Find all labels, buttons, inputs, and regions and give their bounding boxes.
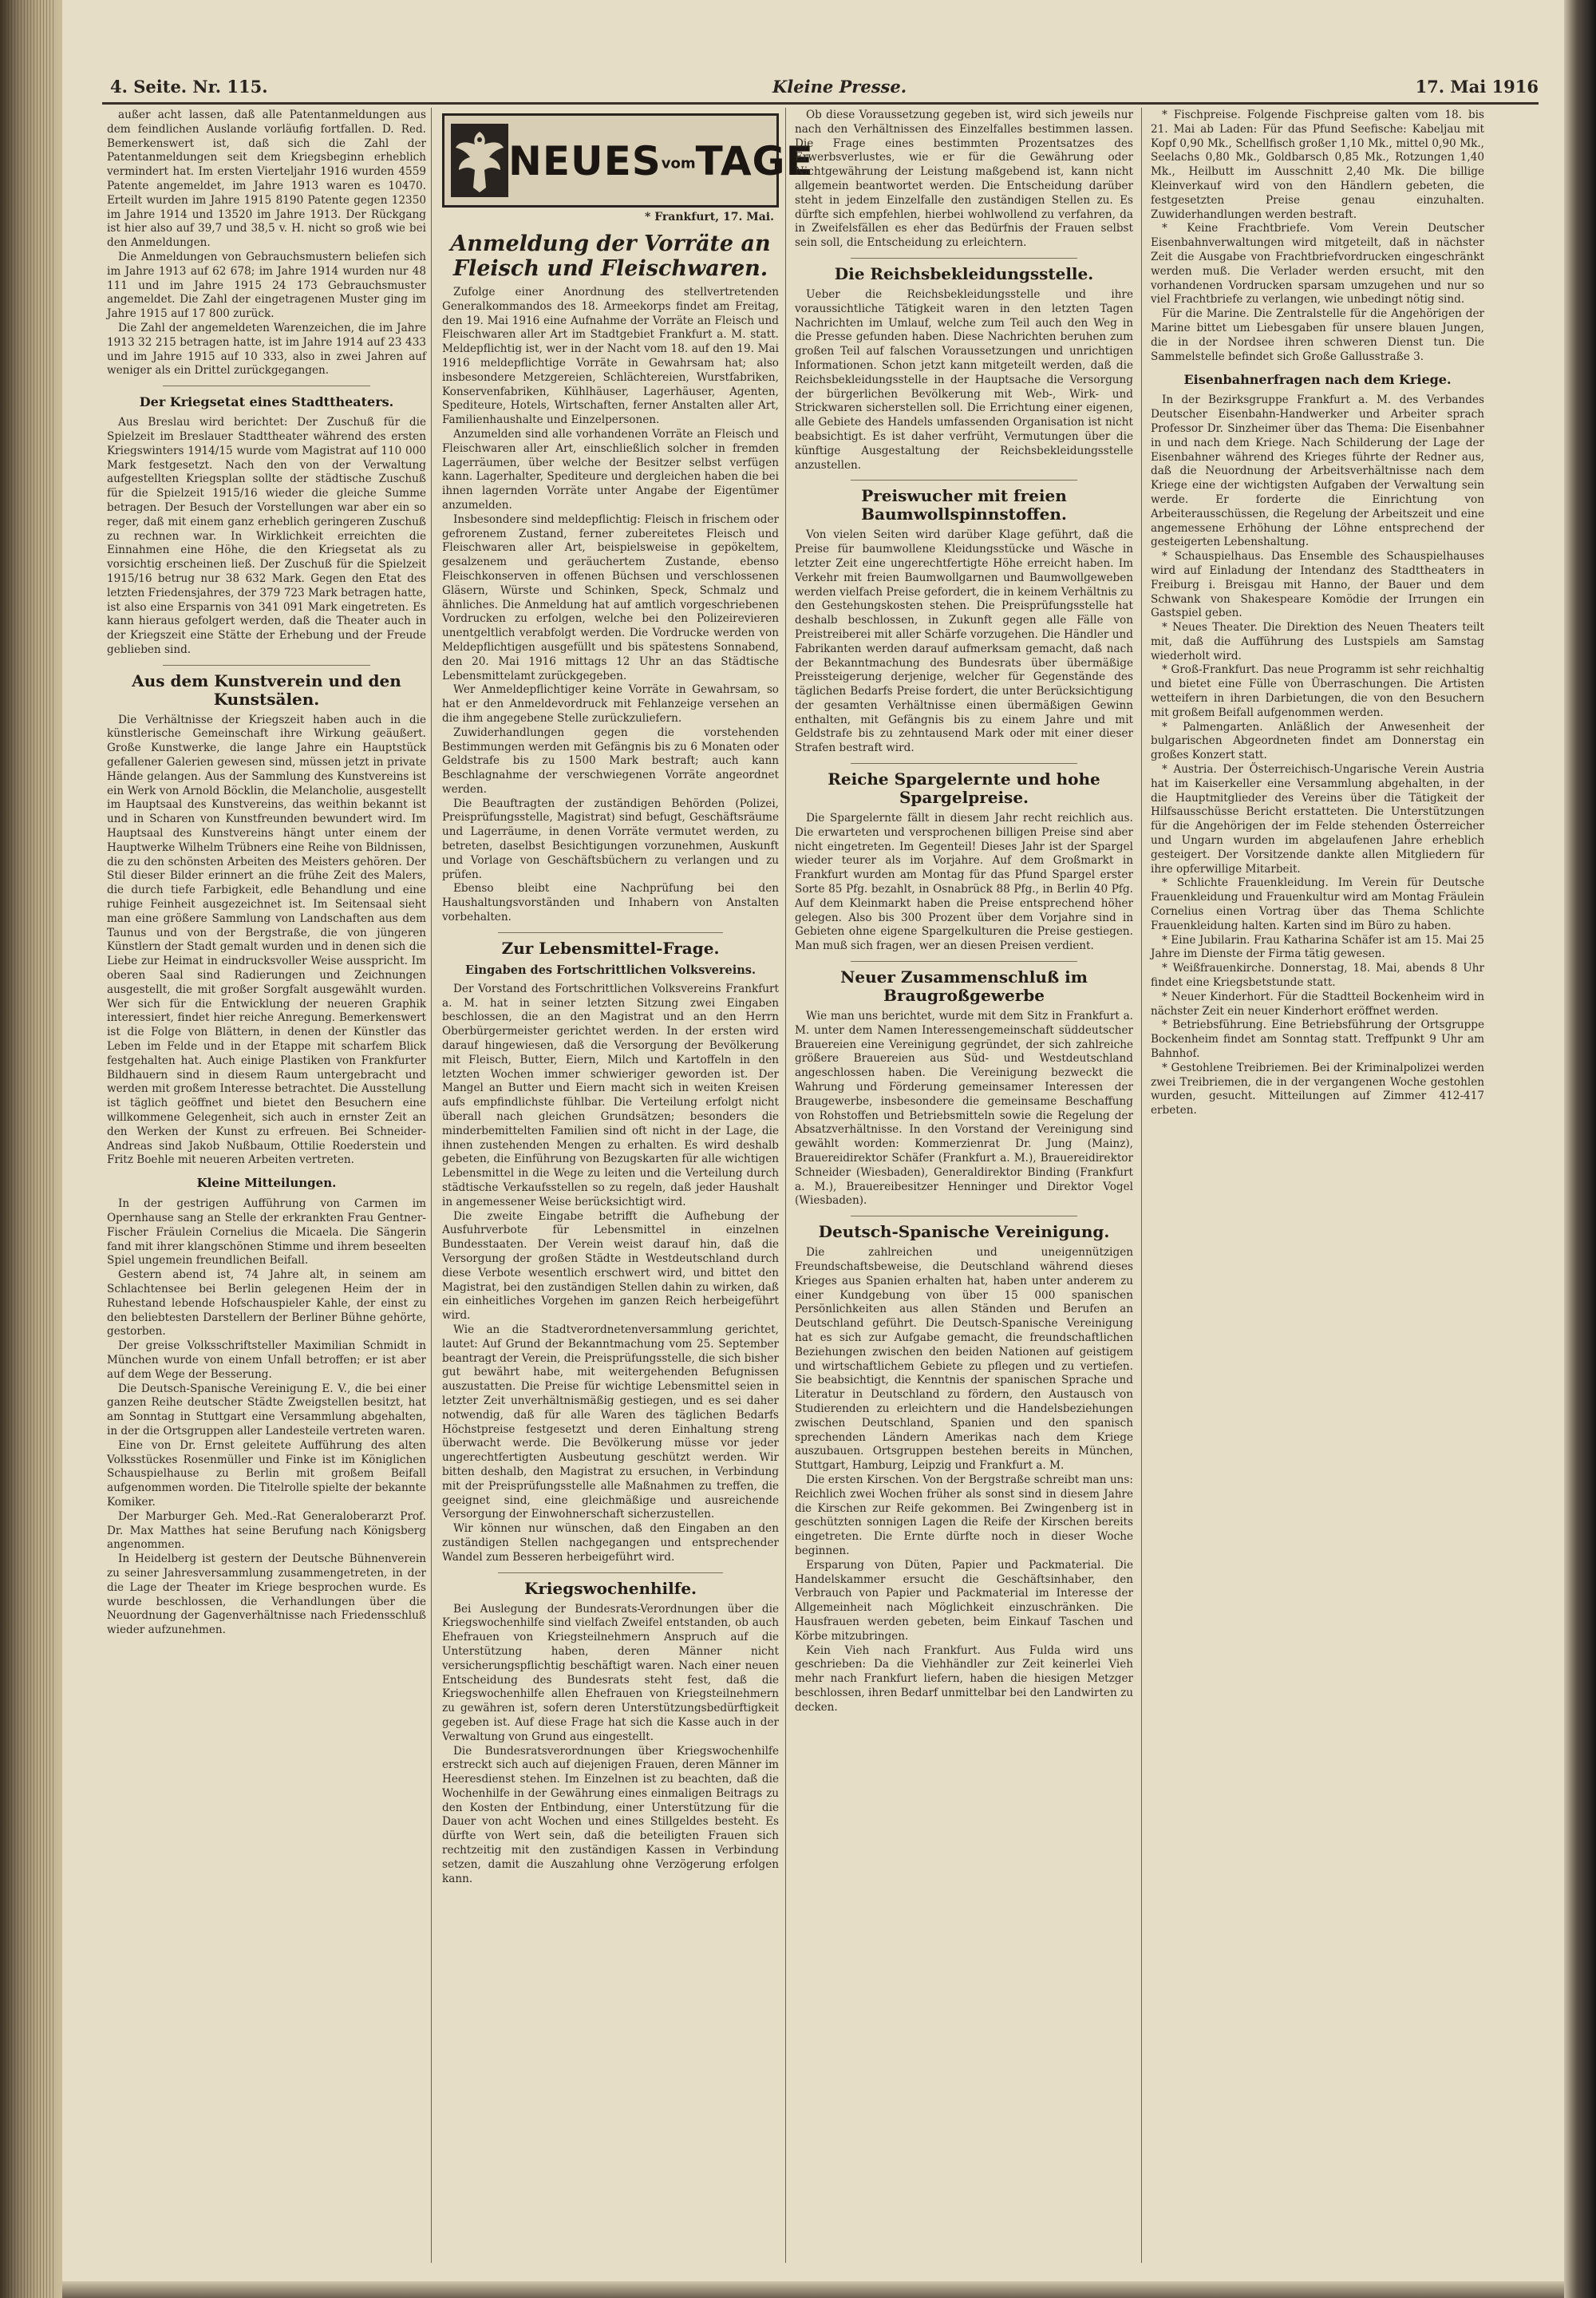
article-text: Der Marburger Geh. Med.-Rat Generaloberarzt Prof. Dr. Max Matthes hat seine Berufung nach Königsberg angenommen. <box>107 1509 426 1552</box>
article-text: * Weißfrauenkirche. Donnerstag, 18. Mai, abends 8 Uhr findet eine Kriegsbetstunde statt. <box>1151 962 1484 990</box>
article-text: * Palmengarten. Anläßlich der Anwesenheit der bulgarischen Abgeordneten findet am Donnerstag ein großes Konzert statt. <box>1151 720 1484 762</box>
article-text: Zuwiderhandlungen gegen die vorstehenden Bestimmungen werden mit Gefängnis bis zu 6 Monaten oder Geldstrafe bis zu 1500 Mark bestraft; auch kann Beschlagnahme der verschwiegenen Vorräte angeordnet werden. <box>442 726 779 796</box>
article-text: * Austria. Der Österreichisch-Ungarische Verein Austria hat im Kaiserkeller eine Versammlung abgehalten, in der die Hauptmitglieder des Vereins über die Tätigkeit der Hilfsausschüsse Bericht erstatteten. Die Unterstützungen für die Angehörigen der im Felde stehenden Österreicher und Ungarn wurden im abgelaufenen Jahre erheblich gesteigert. Der Vorsitzende dankte allen Mitgliedern für ihre opferwillige Mitarbeit. <box>1151 763 1484 876</box>
article-text: Ersparung von Düten, Papier und Packmaterial. Die Handelskammer ersucht die Geschäftsinhaber, den Verbrauch von Papier und Packmaterial im Interesse der Allgemeinheit nach Möglichkeit einzuschränken. Die Hausfrauen werden gebeten, beim Einkauf Taschen und Körbe mitzubringen. <box>795 1558 1133 1643</box>
article-heading: Der Kriegsetat eines Stadttheaters. <box>139 394 394 410</box>
article-text: * Groß-Frankfurt. Das neue Programm ist sehr reichhaltig und bietet eine Fülle von Überraschungen. Die Artisten wetteifern in ihren Darbietungen, die von den Besuchern mit großem Beifall aufgenommen werden. <box>1151 663 1484 719</box>
article-heading: Eisenbahnerfragen nach dem Kriege. <box>1183 372 1452 388</box>
column-rule <box>1141 108 1142 2263</box>
column-2 <box>442 109 814 2264</box>
column-rule <box>785 108 786 2263</box>
page-header <box>110 77 1539 101</box>
article-heading: Kleine Mitteilungen. <box>196 1176 337 1191</box>
masthead-word: vom <box>661 155 696 172</box>
section-divider <box>851 480 1077 481</box>
article-text: In der gestrigen Aufführung von Carmen im Opernhause sang an Stelle der erkrankten Frau Gentner-Fischer Fräulein Cornelius die Micaela. Die Sängerin fand mit ihrer klangschönen Stimme und ihrem beseelten Spiel ungemein freundlichen Beifall. <box>107 1197 426 1268</box>
article-text: Ob diese Voraussetzung gegeben ist, wird sich jeweils nur nach den Verhältnissen des Einzelfalles bestimmen lassen. Die Frage eines bestimmten Prozentsatzes des Erwerbsverlustes, wie er für die Gewährung oder Nichtgewährung der Leistung maßgebend ist, kann nicht allgemein beantwortet werden. Die Entscheidung darüber steht in jedem Einzelfalle den zuständigen Stellen zu. Es dürfte sich empfehlen, hierbei wohlwollend zu verfahren, da in Zweifelsfällen es eher das Bedürfnis der Frauen selbst sein soll, die Entscheidung zu erleichtern. <box>795 109 1133 250</box>
article-subheading: Eingaben des Fortschrittlichen Volksvereins. <box>464 963 757 977</box>
article-heading: Zur Lebensmittel-Frage. <box>501 938 720 958</box>
spine-page-edges <box>5 0 56 2298</box>
article-text: Zufolge einer Anordnung des stellvertretenden Generalkommandos des 18. Armeekorps findet am Freitag, den 19. Mai 1916 eine Aufnahme der Vorräte an Fleisch und Fleischwaren aller Art im Stadtgebiet Frankfurt a. M. statt. Meldepflichtig ist, wer in der Nacht vom 18. auf den 19. Mai 1916 meldepflichtige Vorräte in Gewahrsam hat; also insbesondere Metzgereien, Schlächtereien, Wurstfabriken, Konservenfabriken, Kühlhäuser, Lagerhäuser, Agenten, Spediteure, Hotels, Wirtschaften, ferner Anstalten aller Art, Familienhaushalte und Einzelpersonen. <box>442 286 779 427</box>
article-text: Die Anmeldungen von Gebrauchsmustern beliefen sich im Jahre 1913 auf 62 678; im Jahre 1914 wurden nur 48 111 und im Jahre 1915 24 173 Gebrauchsmuster angemeldet. Die Zahl der eingetragenen Muster ging im Jahre 1915 auf 17 800 zurück. <box>107 250 426 321</box>
article-text: Die Zahl der angemeldeten Warenzeichen, die im Jahre 1913 32 215 betragen hatte, ist im Jahre 1914 auf 23 433 und im Jahre 1915 auf 10 333, also in zwei Jahren auf weniger als ein Drittel zurückgegangen. <box>107 321 426 378</box>
article-text: Gestern abend ist, 74 Jahre alt, in seinem am Schlachtensee bei Berlin gelegenen Heim der in Ruhestand lebende Hofschauspieler Kahle, der einst zu den beliebtesten Darstellern der Berliner Bühne gehörte, gestorben. <box>107 1268 426 1339</box>
article-text: Die Spargelernte fällt in diesem Jahr recht reichlich aus. Die erwarteten und versprochenen billigen Preise sind aber nicht eingetreten. Im Gegenteil! Dieses Jahr ist der Spargel wieder teurer als im Vorjahre. Auf dem Großmarkt in Frankfurt wurden am Montag für das Pfund Spargel erster Sorte 85 Pfg. bezahlt, in Osnabrück 88 Pfg., in Berlin 40 Pfg. Auf dem Kleinmarkt haben die Preise entsprechend höher gelegen. Also bis 300 Prozent über dem Vorjahre sind in Gebieten ohne eigene Spargelkulturen die Preise gestiegen. Man muß sich fragen, wer an diesen Preisen verdient. <box>795 812 1133 953</box>
column-4 <box>1151 109 1484 2264</box>
article-heading: Neuer Zusammenschluß im Braugroßgewerbe <box>840 967 1088 1006</box>
article-text: Die ersten Kirschen. Von der Bergstraße schreibt man uns: Reichlich zwei Wochen früher als sonst sind in diesem Jahre die Kirschen zur Reife gekommen. Bei Zwingenberg ist in geschützten sonnigen Lagen die Reife der Kirschen bereits eingetreten. Die Ernte dürfte noch in dieser Woche beginnen. <box>795 1473 1133 1557</box>
masthead-word: TAGE <box>695 138 814 184</box>
article-text: In der Bezirksgruppe Frankfurt a. M. des Verbandes Deutscher Eisenbahn-Handwerker und Arbeiter sprach Professor Dr. Sinzheimer über das Thema: Die Eisenbahner in und nach dem Kriege. Nach Schilderung der Lage der Eisenbahner während des Krieges führte der Redner aus, daß die Neuordnung der Arbeitsverhältnisse nach dem Kriege eine der wichtigsten Aufgaben der Verwaltung sein werde. Er forderte die Einrichtung von Arbeiterausschüssen, die Regelung der Arbeitszeit und eine angemessene Erhöhung der Löhne entsprechend der gesteigerten Lebenshaltung. <box>1151 394 1484 549</box>
page-bottom-edge <box>62 2281 1564 2298</box>
section-divider <box>851 258 1077 259</box>
article-text: Wir können nur wünschen, daß den Eingaben an den zuständigen Stellen nachgegangen und entsprechender Wandel zum Besseren herbeigeführt wird. <box>442 1522 779 1564</box>
neues-vom-tage-masthead <box>442 113 814 208</box>
masthead-title <box>508 133 814 189</box>
binding-edge <box>1564 0 1596 2298</box>
article-heading: Reiche Spargelernte und hohe Spargelpreise. <box>828 769 1100 808</box>
article-text: Die Bundesratsverordnungen über Kriegswochenhilfe erstreckt sich auch auf diejenigen Frauen, deren Männer im Heeresdienst stehen. Im Einzelnen ist zu beachten, daß die Wochenhilfe in der Gewährung eines einmaligen Beitrags zu den Kosten der Entbindung, einer Unterstützung für die Dauer von acht Wochen und eines Stillgeldes besteht. Es dürfte von Wert sein, daß die beteiligten Frauen sich rechtzeitig mit den zuständigen Kassen in Verbindung setzen, damit die Auszahlung ohne Verzögerung erfolgen kann. <box>442 1744 779 1885</box>
article-text: Kein Vieh nach Frankfurt. Aus Fulda wird uns geschrieben: Da die Viehhändler zur Zeit keinerlei Vieh mehr nach Frankfurt liefern, haben die hiesigen Metzger beschlossen, ihren Bedarf unmittelbar bei den Landwirten zu decken. <box>795 1643 1133 1714</box>
article-text: Ebenso bleibt eine Nachprüfung bei den Haushaltungsvorständen und Inhabern von Anstalten vorbehalten. <box>442 882 779 924</box>
article-text: Ueber die Reichsbekleidungsstelle und ihre voraussichtliche Tätigkeit waren in den letzten Tagen Nachrichten im Umlauf, welche zum Teil auch den Weg in die Presse gefunden haben. Diese Nachrichten beruhen zum großen Teil auf falschen Voraussetzungen und unrichtigen Informationen. Schon jetzt kann mitgeteilt werden, daß die Reichsbekleidungsstelle in der Hauptsache die Versorgung der bürgerlichen Bevölkerung mit Web-, Wirk- und Strickwaren sicherstellen soll. Die Errichtung einer eigenen, alle Gebiete des Handels umfassenden Organisation ist nicht beabsichtigt. Es ist daher verfrüht, Vermutungen über die künftige Ausgestaltung der Reichsbekleidungsstelle anzustellen. <box>795 287 1133 472</box>
article-heading: Anmeldung der Vorräte an Fleisch und Fleischwaren. <box>450 231 771 281</box>
section-divider <box>498 932 723 933</box>
section-divider <box>851 961 1077 962</box>
article-text: * Fischpreise. Folgende Fischpreise galten vom 18. bis 21. Mai ab Laden: Für das Pfund Seefische: Kabeljau mit Kopf 0,90 Mk., Schellfisch großer 1,10 Mk., mittel 0,90 Mk., Seelachs 0,80 Mk., Goldbarsch 0,85 Mk., Rotzungen 1,40 Mk., Heilbutt im Ausschnitt 2,40 Mk. Die billige Kleinverkauf wird von den Händlern gebeten, die festgesetzten Preise genau einzuhalten. Zuwiderhandlungen werden bestraft. <box>1151 109 1484 221</box>
article-text: Die zahlreichen und uneigennützigen Freundschaftsbeweise, die Deutschland während dieses Krieges aus Spanien erhalten hat, haben unter anderem zu einer Kundgebung von über 15 000 spanischen Persönlichkeiten aus allen Ständen und Berufen an Deutschland geführt. Die Deutsch-Spanische Vereinigung hat es sich zur Aufgabe gemacht, die freundschaftlichen Beziehungen zwischen den beiden Nationen auf geistigem und wirtschaftlichem Gebiete zu pflegen und zu vertiefen. Sie beabsichtigt, die Kenntnis der spanischen Sprache und Literatur in Deutschland zu fördern, den Austausch von Studierenden zu erleichtern und die Handelsbeziehungen zwischen Deutschland, Spanien und den spanisch sprechenden Ländern Amerikas nach dem Kriege auszubauen. Ortsgruppen bestehen bereits in München, Stuttgart, Hamburg, Leipzig und Frankfurt a. M. <box>795 1246 1133 1473</box>
article-text: * Gestohlene Treibriemen. Bei der Kriminalpolizei werden zwei Treibriemen, die in der vergangenen Woche gestohlen wurden, gesucht. Mitteilungen auf Zimmer 412-417 erbeten. <box>1151 1061 1484 1117</box>
article-text: Der Vorstand des Fortschrittlichen Volksvereins Frankfurt a. M. hat in seiner letzten Sitzung zwei Eingaben beschlossen, die an den Magistrat und an den Herrn Oberbürgermeister gerichtet werden. In der ersten wird darauf hingewiesen, daß die Versorgung der Bevölkerung mit Fleisch, Butter, Eiern, Milch und Kartoffeln in den letzten Wochen immer schwieriger geworden ist. Der Mangel an Butter und Eiern macht sich in weiten Kreisen aufs empfindlichste fühlbar. Die Verteilung erfolgt nicht überall nach gleichen Grundsätzen; besonders die minderbemittelten Familien sind oft nicht in der Lage, die ihnen zustehenden Mengen zu erhalten. Es wird deshalb gebeten, die Einführung von Bezugskarten für alle wichtigen Lebensmittel in die Wege zu leiten und die Verteilung durch städtische Verkaufsstellen so zu regeln, daß jeder Haushalt in angemessener Weise berücksichtigt wird. <box>442 982 779 1208</box>
article-text: Für die Marine. Die Zentralstelle für die Angehörigen der Marine bittet um Liebesgaben für unsere blauen Jungen, die in der Nordsee ihren schweren Dienst tun. Die Sammelstelle befindet sich Große Gallusstraße 3. <box>1151 307 1484 363</box>
article-text: Wie an die Stadtverordnetenversammlung gerichtet, lautet: Auf Grund der Bekanntmachung vom 25. September beantragt der Verein, die Preisprüfungsstelle, die sich bisher gut bewährt habe, mit weitergehenden Befugnissen auszustatten. Die Preise für wichtige Lebensmittel seien in letzter Zeit unverhältnismäßig gestiegen, und es sei daher notwendig, daß für alle Waren des täglichen Bedarfs Höchstpreise festgesetzt und deren Einhaltung streng überwacht werde. Die Bevölkerung müsse vor jeder ungerechtfertigten Ausbeutung geschützt werden. Wir bitten deshalb, den Magistrat zu ersuchen, in Verbindung mit der Preisprüfungsstelle alle Maßnahmen zu treffen, die geeignet sind, eine gleichmäßige und ausreichende Versorgung der Einwohnerschaft sicherzustellen. <box>442 1323 779 1521</box>
section-divider <box>498 1572 723 1573</box>
eagle-icon <box>451 124 508 197</box>
article-heading: Deutsch-Spanische Vereinigung. <box>818 1222 1110 1242</box>
article-text: Bei Auslegung der Bundesrats-Verordnungen über die Kriegswochenhilfe sind vielfach Zweifel entstanden, ob auch Ehefrauen von Kriegsteilnehmern Anspruch auf die Unterstützung haben, deren Männer nicht versicherungspflichtig beschäftigt waren. Nach einer neuen Entscheidung des Bundesrats steht fest, daß die Kriegswochenhilfe allen Ehefrauen von Kriegsteilnehmern zu gewähren ist, sofern deren Unterstützungsbedürftigkeit gegeben ist. Auf diese Frage hat sich die Kasse auch in der Verwaltung von Grund aus eingestellt. <box>442 1602 779 1743</box>
newspaper-page <box>62 0 1564 2298</box>
column-3 <box>795 109 1133 2264</box>
article-text: * Betriebsführung. Eine Betriebsführung der Ortsgruppe Bockenheim findet am Sonntag statt. Treffpunkt 9 Uhr am Bahnhof. <box>1151 1018 1484 1060</box>
column-rule <box>431 108 432 2263</box>
article-text: * Schlichte Frauenkleidung. Im Verein für Deutsche Frauenkleidung und Frauenkultur wird am Montag Fräulein Cornelius einen Vortrag über das Thema Schlichte Frauenkleidung halten. Karten sind im Büro zu haben. <box>1151 876 1484 932</box>
issue-date: 17. Mai 1916 <box>1415 77 1539 97</box>
newspaper-name: Kleine Presse. <box>772 77 907 97</box>
article-text: Der greise Volksschriftsteller Maximilian Schmidt in München wurde von einem Unfall betroffen; er ist aber auf dem Wege der Besserung. <box>107 1339 426 1381</box>
article-text: Die Verhältnisse der Kriegszeit haben auch in die künstlerische Gemeinschaft ihre Wirkung geäußert. Große Kunstwerke, die lange Jahre ein Hauptstück gefallener Galerien gewesen sind, müssen jetzt in private Hände gelangen. Aus der Sammlung des Kunstvereins ist ein Werk von Arnold Böcklin, die Melancholie, ausgestellt im Hauptsaal des Kunstvereins, das weithin bekannt ist und in Scharen von Kunstfreunden bewundert wird. Im Hauptsaal des Kunstvereins hängt unter einem der Hauptwerke Wilhelm Trübners eine Reihe von Bildnissen, die zu den schönsten Arbeiten des Meisters gehören. Der Stil dieser Bilder erinnert an die frühe Zeit des Malers, die durch tiefe Farbigkeit, edle Behandlung und eine ruhige Feinheit ausgezeichnet ist. Im Seitensaal sieht man eine größere Sammlung von Landschaften aus dem Taunus und von der Bergstraße, die von jüngeren Künstlern der Stadt gemalt wurden und in denen sich die Liebe zur Heimat in eindrucksvoller Weise ausspricht. Im oberen Saal sind Radierungen und Zeichnungen ausgestellt, die mit großer Sorgfalt ausgewählt wurden. Wer sich für die Entwicklung der neueren Graphik interessiert, findet hier reiche Anregung. Bemerkenswert ist die Folge von Blättern, in denen der Künstler das Leben im Felde und in der Etappe mit scharfem Blick festgehalten hat. Auch einige Plastiken von Frankfurter Bildhauern sind in diesem Raum untergebracht und werden mit großem Interesse betrachtet. Die Ausstellung ist täglich geöffnet und bietet den Besuchern eine willkommene Gelegenheit, sich auch in ernster Zeit an den Werken der Kunst zu erfreuen. Bei Schneider-Andreas sind Jakob Nußbaum, Ottilie Roederstein und Fritz Boehle mit neueren Arbeiten vertreten. <box>107 713 426 1167</box>
article-heading: Preiswucher mit freien Baumwollspinnstoffen. <box>861 486 1067 524</box>
article-text: Aus Breslau wird berichtet: Der Zuschuß für die Spielzeit im Breslauer Stadttheater während des ersten Kriegswinters 1914/15 wurde vom Magistrat auf 110 000 Mark festgesetzt. Nach den von der Verwaltung aufgestellten Kriegsplan sollte der städtische Zuschuß für die Spielzeit 1915/16 wieder die gleiche Summe betragen. Der Besuch der Vorstellungen war aber ein so reger, daß mit einem ganz erheblich geringeren Zuschuß zu rechnen war. In Wirklichkeit erreichten die Einnahmen eine Höhe, die den Kriegsetat als zu vorsichtig erscheinen ließ. Der Zuschuß für die Spielzeit 1915/16 betrug nur 38 632 Mark. Gegen den Etat des letzten Friedensjahres, der 379 723 Mark betragen hatte, ist also eine Ersparnis von 341 091 Mark eingetreten. Es kann hieraus gefolgert werden, daß die Theater auch in der Kriegszeit eine Stätte der Erhebung und der Freude geblieben sind. <box>107 416 426 656</box>
page-number: 4. Seite. Nr. 115. <box>110 77 268 97</box>
article-text: Die Beauftragten der zuständigen Behörden (Polizei, Preisprüfungsstelle, Magistrat) sind befugt, Geschäftsräume und Lagerräume, in denen Vorräte vermutet werden, zu betreten, daselbst Besichtigungen vorzunehmen, Auskunft und Vorlage von Geschäftsbüchern zu verlangen und zu prüfen. <box>442 797 779 881</box>
dateline: * Frankfurt, 17. Mai. <box>645 211 774 223</box>
book-spine <box>0 0 62 2298</box>
article-text: Eine von Dr. Ernst geleitete Aufführung des alten Volksstückes Rosenmüller und Finke ist im Königlichen Schauspielhause zu Berlin mit großem Beifall aufgenommen worden. Die Titelrolle spielte der bekannte Komiker. <box>107 1438 426 1509</box>
article-text: * Neues Theater. Die Direktion des Neuen Theaters teilt mit, daß die Aufführung des Lustspiels am Samstag wiederholt wird. <box>1151 621 1484 663</box>
article-text: * Eine Jubilarin. Frau Katharina Schäfer ist am 15. Mai 25 Jahre im Dienste der Firma tätig gewesen. <box>1151 933 1484 961</box>
section-divider <box>163 665 370 666</box>
header-rule <box>102 102 1539 105</box>
article-heading: Kriegswochenhilfe. <box>523 1578 697 1598</box>
article-text: Die zweite Eingabe betrifft die Aufhebung der Ausfuhrverbote für Lebensmittel in einzelnen Bundesstaaten. Der Verein weist darauf hin, daß die Versorgung der großen Städte in Westdeutschland durch diese Verbote wesentlich erschwert wird, und bittet den Magistrat, bei den zuständigen Stellen dahin zu wirken, daß ein einheitliches Vorgehen im ganzen Reich herbeigeführt wird. <box>442 1209 779 1323</box>
article-text: Wie man uns berichtet, wurde mit dem Sitz in Frankfurt a. M. unter dem Namen Interessengemeinschaft süddeutscher Brauereien eine Vereinigung gegründet, der sich zahlreiche größere Brauereien aus Süd- und Westdeutschland angeschlossen haben. Die Vereinigung bezweckt die Wahrung und Förderung gemeinsamer Interessen der Braugewerbe, insbesondere die gemeinsame Beschaffung von Rohstoffen und Betriebsmitteln sowie die Regelung der Absatzverhältnisse. In den Vorstand der Vereinigung sind gewählt worden: Kommerzienrat Dr. Jung (Mainz), Brauereidirektor Schäfer (Frankfurt a. M.), Brauereidirektor Schneider (Wiesbaden), Generaldirektor Binding (Frankfurt a. M.), Brauereibesitzer Henninger und Direktor Vogel (Wiesbaden). <box>795 1010 1133 1208</box>
article-text: Die Deutsch-Spanische Vereinigung E. V., die bei einer ganzen Reihe deutscher Städte Zweigstellen besitzt, hat am Sonntag in Stuttgart eine Versammlung abgehalten, in der die Ortsgruppen aller Landesteile vertreten waren. <box>107 1382 426 1438</box>
article-text: * Keine Frachtbriefe. Vom Verein Deutscher Eisenbahnverwaltungen wird mitgeteilt, daß in nächster Zeit die Ausgabe von Frachtbriefvordrucken eingeschränkt werden muß. Die Verlader werden ersucht, mit den vorhandenen Vordrucken sparsam umzugehen und nur so viel Frachtbriefe zu verlangen, wie unbedingt nötig sind. <box>1151 222 1484 307</box>
article-text: Von vielen Seiten wird darüber Klage geführt, daß die Preise für baumwollene Kleidungsstücke und Wäsche in letzter Zeit eine ungerechtfertigte Höhe erreicht haben. Im Verkehr mit freien Baumwollgarnen und Baumwollgeweben werden vielfach Preise gefordert, die in keinem Verhältnis zu den Gestehungskosten stehen. Die Preisprüfungsstelle hat deshalb beschlossen, in Zukunft gegen alle Fälle von Preistreiberei mit aller Schärfe vorzugehen. Die Händler und Fabrikanten werden darauf aufmerksam gemacht, daß nach der Bekanntmachung des Bundesrats über übermäßige Preissteigerung derjenige, welcher für Gegenstände des täglichen Bedarfs Preise fordert, die unter Berücksichtigung der gesamten Verhältnisse einen übermäßigen Gewinn enthalten, mit Gefängnis bis zu einem Jahre und mit Geldstrafe bis zu zehntausend Mark oder mit einer dieser Strafen bestraft wird. <box>795 528 1133 755</box>
article-text: Wer Anmeldepflichtiger keine Vorräte in Gewahrsam, so hat er den Anmeldevordruck mit Fehlanzeige versehen an die ihm angegebene Stelle zurückzuliefern. <box>442 683 779 725</box>
section-divider <box>851 763 1077 764</box>
article-text: * Neuer Kinderhort. Für die Stadtteil Bockenheim wird in nächster Zeit ein neuer Kinderhort eröffnet werden. <box>1151 990 1484 1018</box>
article-text: * Schauspielhaus. Das Ensemble des Schauspielhauses wird auf Einladung der Intendanz des Stadttheaters in Freiburg i. Breisgau mit Hanno, der Bauer und dem Schwank von Shakespeare Komödie der Irrungen ein Gastspiel geben. <box>1151 550 1484 620</box>
column-1 <box>107 109 426 2264</box>
masthead-word: NEUES <box>508 138 662 184</box>
article-text: Anzumelden sind alle vorhandenen Vorräte an Fleisch und Fleischwaren aller Art, einschließlich solcher in fremden Lagerräumen, über welche der Besitzer selbst verfügen kann. Lagerhalter, Spediteure und dergleichen haben die bei ihnen lagernden Vorräte unter Angabe der Eigentümer anzumelden. <box>442 427 779 512</box>
article-text: Insbesondere sind meldepflichtig: Fleisch in frischem oder gefrorenem Zustand, ferner zubereitetes Fleisch und Fleischwaren aller Art, beispielsweise in gepökeltem, gesalzenem und geräuchertem Zustande, ebenso Fleischkonserven in offenen Büchsen und verschlossenen Gläsern, Würste und Schinken, Speck, Schmalz und ähnliches. Die Anmeldung hat auf amtlich vorgeschriebenen Vordrucken zu erfolgen, welche bei den Polizeirevieren unentgeltlich verabfolgt werden. Die Vordrucke werden von Meldepflichtigen ausgefüllt und bis spätestens Sonnabend, den 20. Mai 1916 mittags 12 Uhr an das Städtische Lebensmittelamt zurückgegeben. <box>442 512 779 682</box>
article-heading: Aus dem Kunstverein und den Kunstsälen. <box>132 670 401 709</box>
article-text: außer acht lassen, daß alle Patentanmeldungen aus dem feindlichen Auslande vorläufig fortfallen. D. Red. Bemerkenswert ist, daß sich die Zahl der Patentanmeldungen seit dem Kriegsbeginn erheblich vermindert hat. Im ersten Vierteljahr 1916 wurden 4559 Patente angemeldet, im Jahre 1913 waren es 10470. Erteilt wurden im Jahre 1915 8190 Patente gegen 12350 im Jahre 1914 und 13520 im Jahre 1913. Der Rückgang ist hier also auf 39,7 und 38,5 v. H. nicht so groß wie bei den Anmeldungen. <box>107 109 426 250</box>
article-text: In Heidelberg ist gestern der Deutsche Bühnenverein zu seiner Jahresversammlung zusammengetreten, in der die Lage der Theater im Kriege besprochen wurde. Es wurde beschlossen, die Verhandlungen über die Neuordnung der Gagenverhältnisse nach Friedensschluß wieder aufzunehmen. <box>107 1552 426 1637</box>
article-heading: Die Reichsbekleidungsstelle. <box>834 263 1094 283</box>
